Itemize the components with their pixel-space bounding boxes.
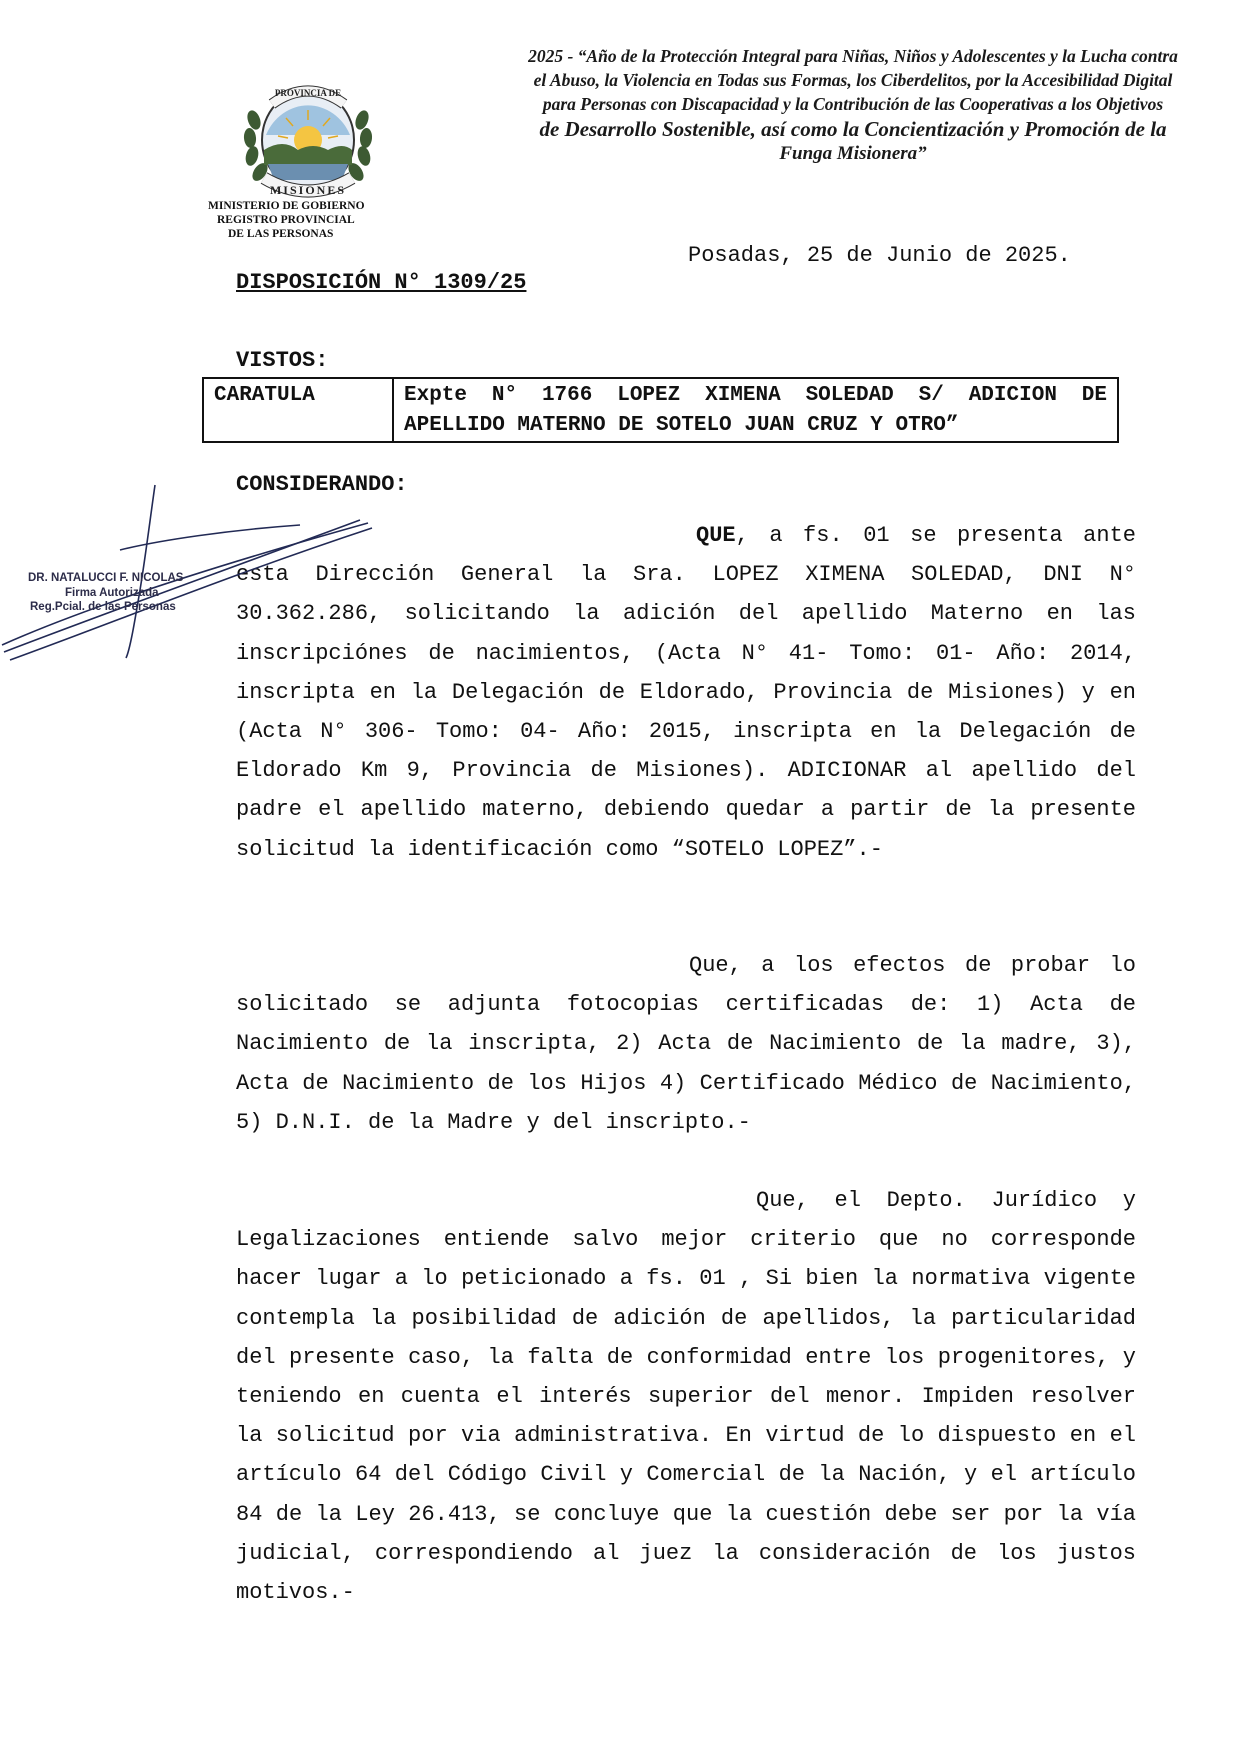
stamp-name: DR. NATALUCCI F. NICOLAS: [28, 572, 184, 584]
ministry-block: [208, 199, 383, 241]
caratula-row: [203, 378, 1118, 442]
motto-line-2: el Abuso, la Violencia en Todas sus Formas, los Ciberdelitos, por la Accesibilidad Digital: [533, 70, 1173, 90]
caratula-line-2: APELLIDO MATERNO DE SOTELO JUAN CRUZ Y OTRO”: [404, 414, 959, 437]
disposicion-number: DISPOSICIÓN N° 1309/25: [236, 270, 527, 295]
motto-line-4: de Desarrollo Sostenible, así como la Concientización y Promoción de la: [539, 117, 1167, 141]
caratula-value: [393, 378, 1118, 442]
year-motto: [488, 44, 1218, 166]
motto-line-3: para Personas con Discapacidad y la Contribución de las Cooperativas a los Objetivos: [542, 94, 1164, 114]
seal-bottom-text: MISIONES: [269, 183, 347, 197]
considerando-paragraph-3: Que, el Depto. Jurídico y Legalizaciones entiende salvo mejor criterio que no corresponde hacer lugar a lo peticionado a fs. 01 , Si bien la normativa vigente contempla la posibilidad de adición de apellidos, la particularidad del presente caso, la falta de conformidad entre los progenitores, y teniendo en cuenta el interés superior del menor. Impiden resolver la solicitud por via administrativa. En virtud de lo dispuesto en el artículo 64 del Código Civil y Comercial de la Nación, y el artículo 84 de la Ley 26.413, se concluye que la cuestión debe ser por la vía judicial, correspondiendo al juez la consideración de los justos motivos.-: [236, 1188, 1136, 1606]
caratula-label: CARATULA: [203, 378, 393, 442]
paragraph-1-text: , a fs. 01 se presenta ante esta Dirección General la Sra. LOPEZ XIMENA SOLEDAD, DNI N° 30.362.286, solicitando la adición del apellido Materno en las inscripciónes de nacimientos, (Acta N° 41- Tomo: 01- Año: 2014, inscripta en la Delegación de Eldorado, Provincia de Misiones) y en (Acta N° 306- Tomo: 04- Año: 2015, inscripta en la Delegación de Eldorado Km 9, Provincia de Misiones). ADICIONAR al apellido del padre el apellido materno, debiendo quedar a partir de la presente solicitud la identificación como “SOTELO LOPEZ”.-: [236, 523, 1136, 862]
place-date: Posadas, 25 de Junio de 2025.: [688, 243, 1071, 268]
considerando-paragraph-2: Que, a los efectos de probar lo solicitado se adjunta fotocopias certificadas de: 1) Acta de Nacimiento de la inscripta, 2) Acta de Nacimiento de la madre, 3), Acta de Nacimiento de los Hijos 4) Certificado Médico de Nacimiento, 5) D.N.I. de la Madre y del inscripto.-: [236, 953, 1136, 1135]
stamp-office: Reg.Pcial. de las Personas: [30, 601, 176, 613]
vistos-heading: VISTOS:: [236, 348, 329, 373]
seal-top-text: PROVINCIA DE: [274, 88, 342, 98]
motto-line-5: Funga Misionera”: [779, 143, 927, 164]
considerando-heading: CONSIDERANDO:: [236, 472, 408, 497]
authorized-signature-stamp: [28, 571, 248, 615]
paragraph-1-lead: QUE: [696, 523, 736, 548]
motto-line-1: 2025 - “Año de la Protección Integral para Niñas, Niños y Adolescentes y la Lucha contra: [528, 46, 1178, 66]
ministry-line-2: REGISTRO PROVINCIAL: [217, 214, 355, 226]
ministry-line-3: DE LAS PERSONAS: [228, 228, 334, 240]
caratula-line-1: Expte N° 1766 LOPEZ XIMENA SOLEDAD S/ ADICION DE: [404, 384, 1107, 407]
ministry-line-1: MINISTERIO DE GOBIERNO: [208, 200, 365, 212]
caratula-table: [202, 377, 1119, 443]
provincial-seal-icon: [238, 80, 378, 198]
stamp-role: Firma Autorizada: [65, 586, 159, 599]
